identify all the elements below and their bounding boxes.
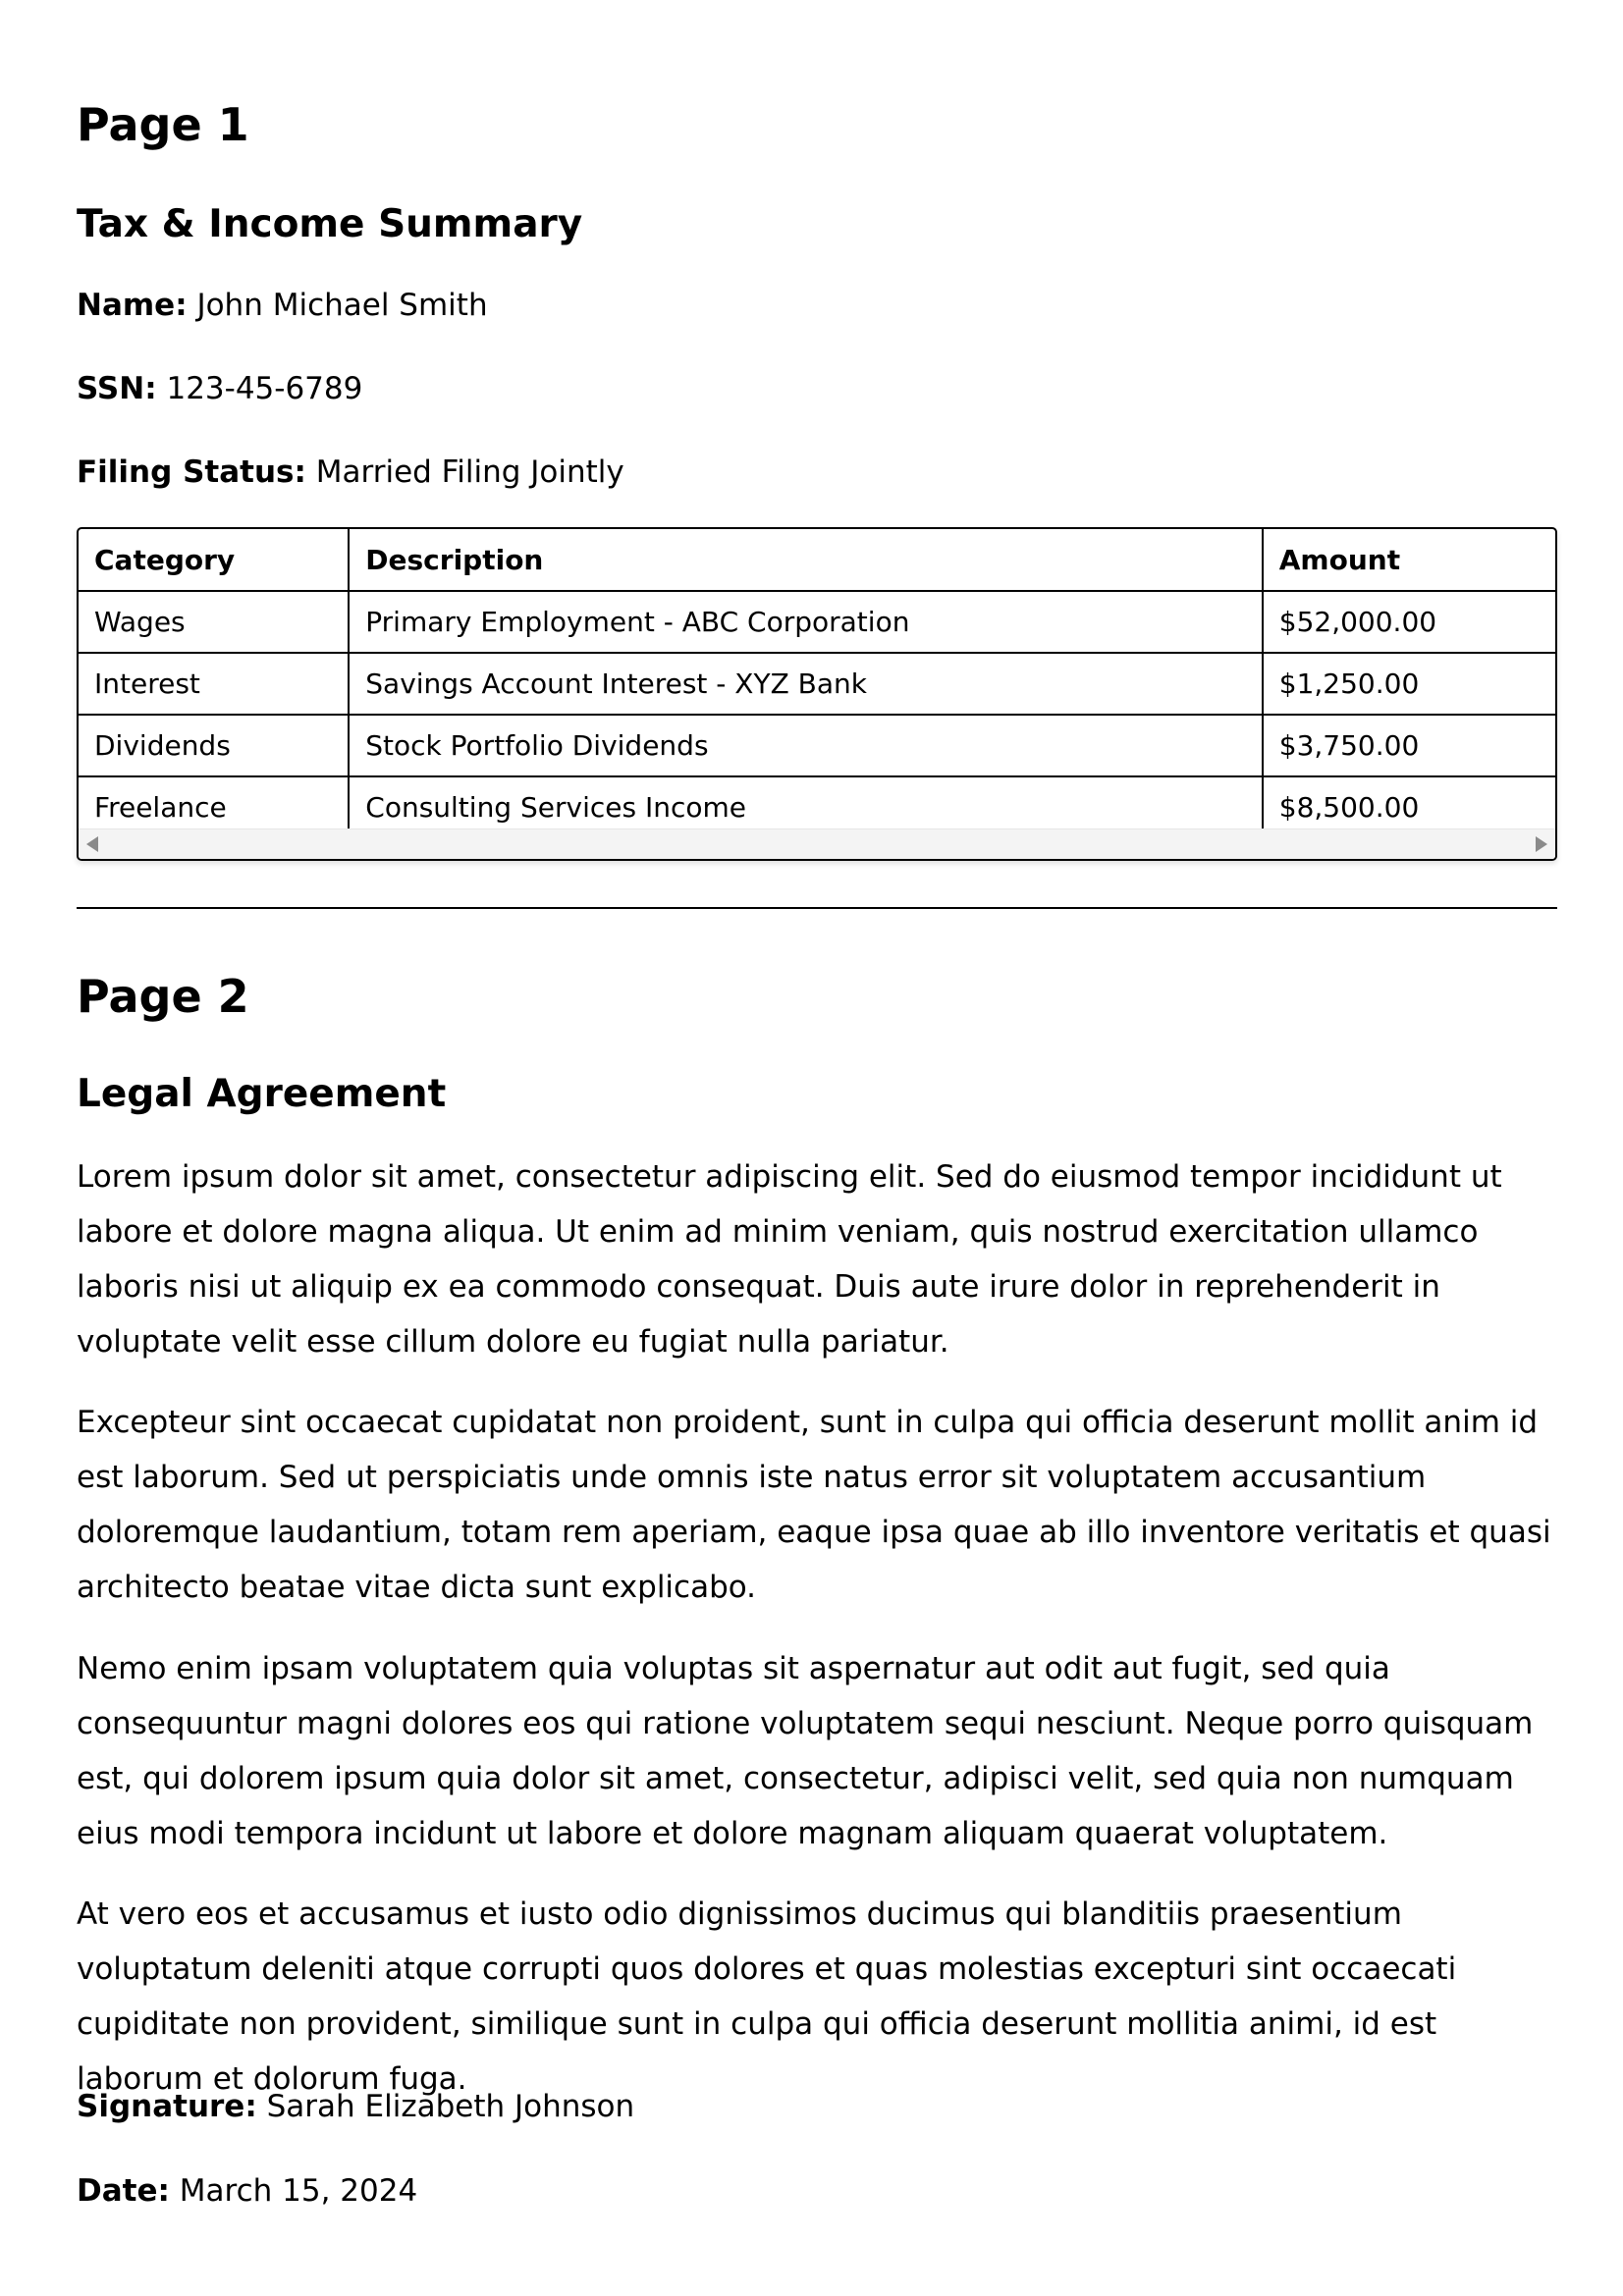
table-cell-amount: $3,750.00 [1263,715,1555,776]
scroll-left-arrow-icon[interactable] [86,836,98,852]
agreement-paragraph: At vero eos et accusamus et iusto odio dignissimos ducimus qui blanditiis praesentium voluptatum deleniti atque corrupti quos dolores et quas molestias excepturi sint occaecati cupiditate non provident, similique sunt in culpa qui officia deserunt mollitia animi, id est laborum et dolorum fuga. [77,1896,1457,2097]
table-cell-category: Dividends [79,715,349,776]
name-value: John Michael Smith [196,288,488,323]
income-table-container[interactable] [77,527,1557,861]
agreement-paragraph: Nemo enim ipsam voluptatem quia voluptas sit aspernatur aut odit aut fugit, sed quia consequuntur magni dolores eos qui ratione voluptatem sequi nesciunt. Neque porro quisquam est, qui dolorem ipsum quia dolor sit amet, consectetur, adipisci velit, sed quia non numquam eius modi tempora incidunt ut labore et dolore magnam aliquam quaerat voluptatem. [77,1651,1534,1851]
table-cell-description: Primary Employment - ABC Corporation [349,591,1262,653]
ssn-value: 123-45-6789 [166,371,363,406]
page-1-heading: Page 1 [77,98,249,151]
table-row [79,653,1555,715]
table-cell-category: Interest [79,653,349,715]
tax-income-summary-title: Tax & Income Summary [77,202,583,246]
name-field [77,286,488,325]
ssn-label: SSN: [77,371,157,406]
filing-status-value: Married Filing Jointly [315,454,624,490]
filing-status-label: Filing Status: [77,454,306,490]
signature-label: Signature: [77,2089,257,2124]
filing-status-field [77,453,624,492]
table-cell-amount: $52,000.00 [1263,591,1555,653]
date-value: March 15, 2024 [179,2173,418,2209]
column-header-category: Category [79,529,349,591]
table-cell-amount: $8,500.00 [1278,791,1420,824]
page-2-heading: Page 2 [77,970,249,1023]
column-header-amount: Amount [1263,529,1555,591]
table-header-row [79,529,1555,591]
table-row [79,715,1555,776]
column-header-description: Description [349,529,1262,591]
income-table [79,529,1555,837]
horizontal-scrollbar[interactable] [79,828,1555,859]
date-field [77,2171,417,2211]
ssn-field [77,369,362,408]
table-cell-description: Stock Portfolio Dividends [349,715,1262,776]
table-cell-description: Savings Account Interest - XYZ Bank [349,653,1262,715]
page-divider [77,907,1557,909]
agreement-paragraph: Excepteur sint occaecat cupidatat non proident, sunt in culpa qui officia deserunt mollit anim id est laborum. Sed ut perspiciatis unde omnis iste natus error sit voluptatem accusantium doloremque laudantium, totam rem aperiam, eaque ipsa quae ab illo inventore veritatis et quasi architecto beatae vitae dicta sunt explicabo. [77,1405,1551,1605]
table-cell-amount: $1,250.00 [1263,653,1555,715]
signature-value: Sarah Elizabeth Johnson [266,2089,635,2124]
table-cell-category: Wages [79,591,349,653]
signature-field [77,2087,634,2126]
agreement-paragraph: Lorem ipsum dolor sit amet, consectetur adipiscing elit. Sed do eiusmod tempor incididunt ut labore et dolore magna aliqua. Ut enim ad minim veniam, quis nostrud exercitation ullamco laboris nisi ut aliquip ex ea commodo consequat. Duis aute irure dolor in reprehenderit in voluptate velit esse cillum dolore eu fugiat nulla pariatur. [77,1159,1502,1360]
table-row [79,591,1555,653]
date-label: Date: [77,2173,170,2209]
name-label: Name: [77,288,188,323]
table-cell-description: Consulting Services Income [349,776,1262,837]
legal-agreement-title: Legal Agreement [77,1072,447,1116]
table-cell-category: Freelance [79,776,349,837]
scroll-right-arrow-icon[interactable] [1536,836,1547,852]
